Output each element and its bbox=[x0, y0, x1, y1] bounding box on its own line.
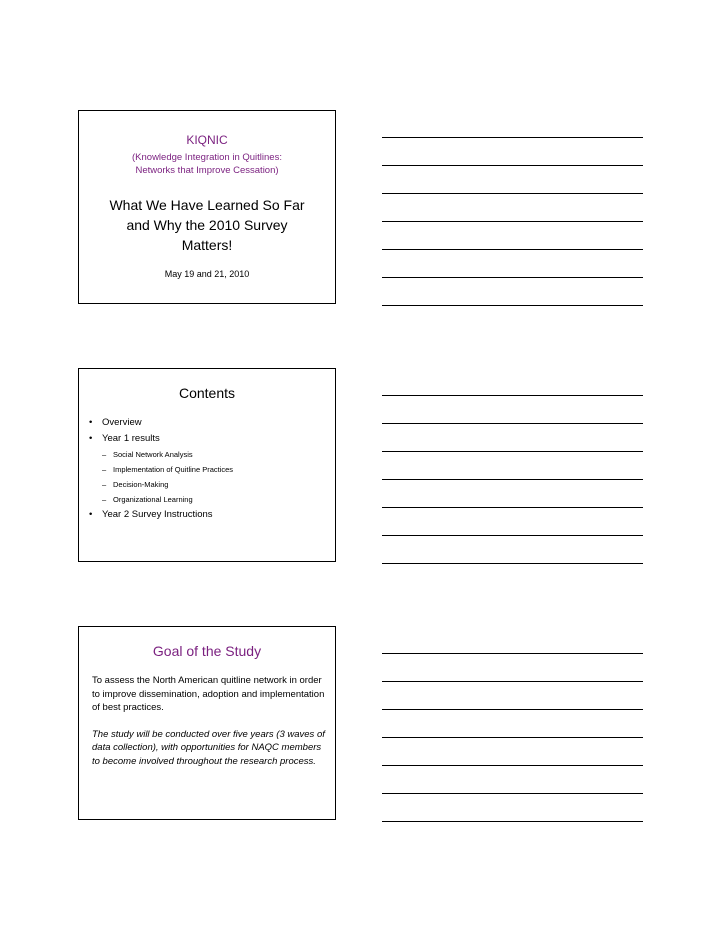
sub-list-item-label: Social Network Analysis bbox=[113, 450, 193, 459]
bullet-dot: • bbox=[89, 433, 93, 444]
note-line bbox=[382, 395, 643, 396]
study-duration-paragraph: The study will be conducted over five years (3 waves of data collection), with opportunities for NAQC members to become involved throughout the research process. bbox=[92, 728, 325, 767]
slide-1-subtitle-line-2: Networks that Improve Cessation) bbox=[135, 165, 279, 176]
note-line bbox=[382, 765, 643, 766]
list-item-label: Year 2 Survey Instructions bbox=[102, 509, 213, 520]
note-line bbox=[382, 653, 643, 654]
sub-list-item bbox=[89, 447, 329, 462]
slide-1-main-heading bbox=[79, 195, 335, 255]
sub-list-item bbox=[89, 492, 329, 507]
note-line bbox=[382, 277, 643, 278]
slide-1-main-line-2: and Why the 2010 Survey bbox=[126, 217, 288, 233]
note-line bbox=[382, 535, 643, 536]
slide-2-title: Contents bbox=[178, 385, 236, 401]
list-item-label: Overview bbox=[102, 417, 142, 428]
slide-3 bbox=[78, 626, 336, 820]
note-line bbox=[382, 137, 643, 138]
slide-1-main-line-1: What We Have Learned So Far bbox=[109, 197, 305, 213]
note-line bbox=[382, 451, 643, 452]
note-line bbox=[382, 563, 643, 564]
note-line bbox=[382, 681, 643, 682]
note-line bbox=[382, 793, 643, 794]
slide-3-body bbox=[92, 674, 327, 768]
bullet-dot: • bbox=[89, 509, 93, 520]
sub-list-item bbox=[89, 462, 329, 477]
sub-list-item-label: Organizational Learning bbox=[113, 495, 193, 504]
slide-3-title: Goal of the Study bbox=[152, 643, 262, 659]
slide-1-subtitle-line-1: (Knowledge Integration in Quitlines: bbox=[132, 152, 282, 163]
slide-1-title: KIQNIC bbox=[186, 133, 228, 147]
slide-1-main-line-3: Matters! bbox=[181, 237, 233, 253]
note-line bbox=[382, 221, 643, 222]
note-line bbox=[382, 737, 643, 738]
bullet-dash: – bbox=[102, 480, 107, 489]
note-line bbox=[382, 193, 643, 194]
list-item-label: Year 1 results bbox=[102, 433, 160, 444]
note-line bbox=[382, 709, 643, 710]
goal-paragraph: To assess the North American quitline network in order to improve dissemination, adoption and implementation of best practices. bbox=[92, 675, 325, 713]
bullet-dash: – bbox=[102, 495, 107, 504]
note-line bbox=[382, 305, 643, 306]
sub-list-item bbox=[89, 477, 329, 492]
slide-2 bbox=[78, 368, 336, 562]
list-item bbox=[89, 507, 329, 523]
note-line bbox=[382, 423, 643, 424]
note-line bbox=[382, 479, 643, 480]
slide-1-subtitle bbox=[79, 151, 335, 177]
note-line bbox=[382, 249, 643, 250]
bullet-dash: – bbox=[102, 450, 107, 459]
bullet-dot: • bbox=[89, 417, 93, 428]
sub-list-item-label: Decision-Making bbox=[113, 480, 169, 489]
slide-1-date: May 19 and 21, 2010 bbox=[164, 269, 250, 279]
note-line bbox=[382, 821, 643, 822]
note-line bbox=[382, 165, 643, 166]
slide-1 bbox=[78, 110, 336, 304]
list-item bbox=[89, 415, 329, 431]
list-item bbox=[89, 431, 329, 447]
sub-list-item-label: Implementation of Quitline Practices bbox=[113, 465, 234, 474]
note-line bbox=[382, 507, 643, 508]
contents-list bbox=[89, 415, 329, 523]
bullet-dash: – bbox=[102, 465, 107, 474]
